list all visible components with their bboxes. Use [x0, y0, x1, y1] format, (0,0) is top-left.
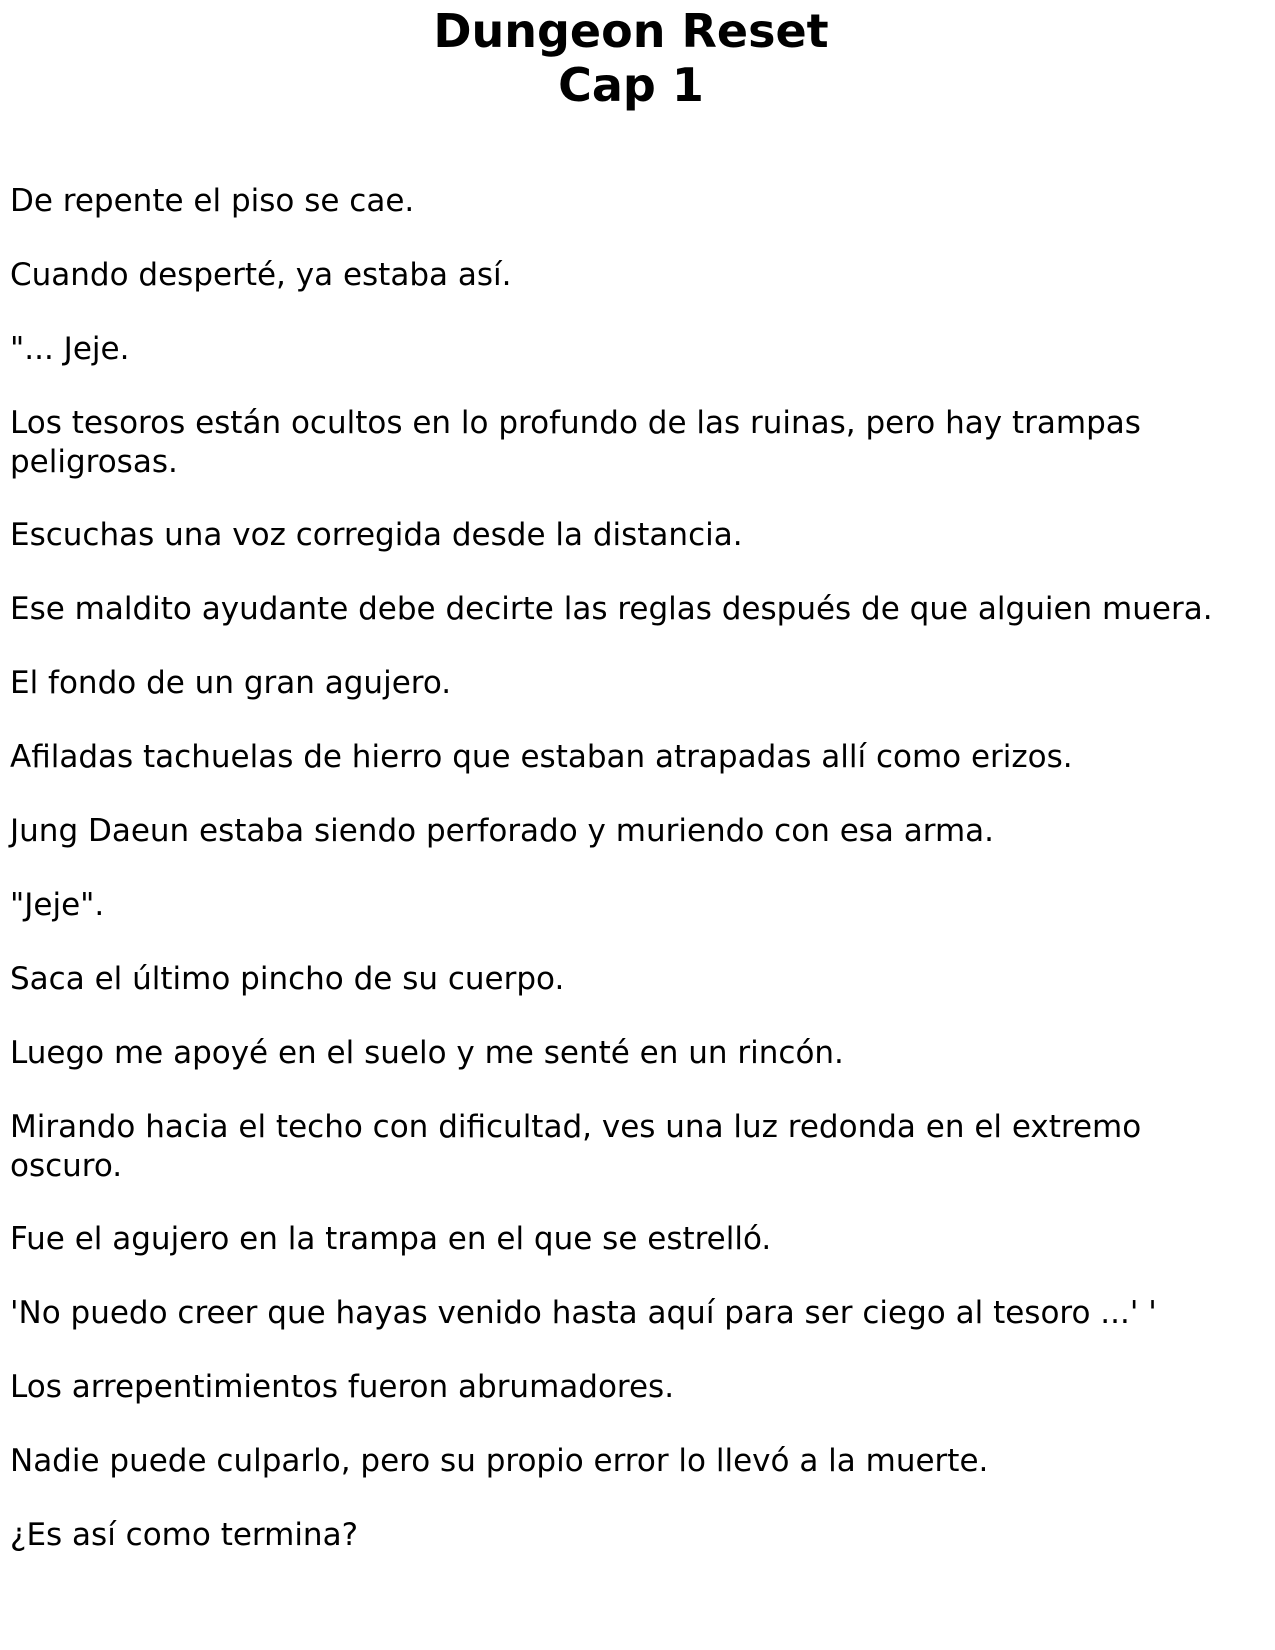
paragraph-line: Cuando desperté, ya estaba así. — [10, 257, 512, 293]
paragraph-line: Luego me apoyé en el suelo y me senté en un rincón. — [10, 1035, 844, 1071]
paragraph — [10, 182, 1260, 221]
paragraph — [10, 1108, 1260, 1186]
paragraph — [10, 1368, 1260, 1407]
paragraph-line: 'No puedo creer que hayas venido hasta aquí para ser ciego al tesoro ...' ' — [10, 1295, 1157, 1331]
paragraph — [10, 256, 1260, 295]
paragraph-line: "Jeje". — [10, 887, 105, 923]
paragraph-line: De repente el piso se cae. — [10, 183, 415, 219]
paragraph — [10, 738, 1260, 777]
paragraph-line: Jung Daeun estaba siendo perforado y muriendo con esa arma. — [10, 813, 995, 849]
paragraph — [10, 886, 1260, 925]
paragraph — [10, 812, 1260, 851]
paragraph-line: Afiladas tachuelas de hierro que estaban atrapadas allí como erizos. — [10, 739, 1073, 775]
paragraph-line: peligrosas. — [10, 444, 178, 480]
paragraph-line: "... Jeje. — [10, 331, 130, 367]
chapter-label: Cap 1 — [558, 58, 704, 112]
paragraph-line: Ese maldito ayudante debe decirte las reglas después de que alguien muera. — [10, 591, 1213, 627]
paragraph — [10, 960, 1260, 999]
paragraph — [10, 664, 1260, 703]
paragraph — [10, 516, 1260, 555]
paragraph-line: oscuro. — [10, 1148, 123, 1184]
paragraph — [10, 1294, 1260, 1333]
paragraph — [10, 330, 1260, 369]
paragraph — [10, 1442, 1260, 1481]
paragraph — [10, 590, 1260, 629]
paragraph — [10, 404, 1260, 482]
paragraph-line: Los tesoros están ocultos en lo profundo de las ruinas, pero hay trampas — [10, 405, 1141, 441]
paragraph-line: Saca el último pincho de su cuerpo. — [10, 961, 565, 997]
title-text: Dungeon Reset — [433, 4, 829, 58]
paragraph-line: Escuchas una voz corregida desde la distancia. — [10, 517, 743, 553]
document-title — [0, 4, 1262, 112]
paragraph — [10, 1516, 1260, 1555]
paragraph-line: ¿Es así como termina? — [10, 1517, 359, 1553]
paragraph-line: Mirando hacia el techo con dificultad, ves una luz redonda en el extremo — [10, 1109, 1142, 1145]
paragraph-line: El fondo de un gran agujero. — [10, 665, 452, 701]
paragraph-line: Nadie puede culparlo, pero su propio error lo llevó a la muerte. — [10, 1443, 989, 1479]
paragraph — [10, 1034, 1260, 1073]
paragraph-line: Los arrepentimientos fueron abrumadores. — [10, 1369, 675, 1405]
paragraph-line: Fue el agujero en la trampa en el que se estrelló. — [10, 1221, 772, 1257]
paragraph — [10, 1220, 1260, 1259]
